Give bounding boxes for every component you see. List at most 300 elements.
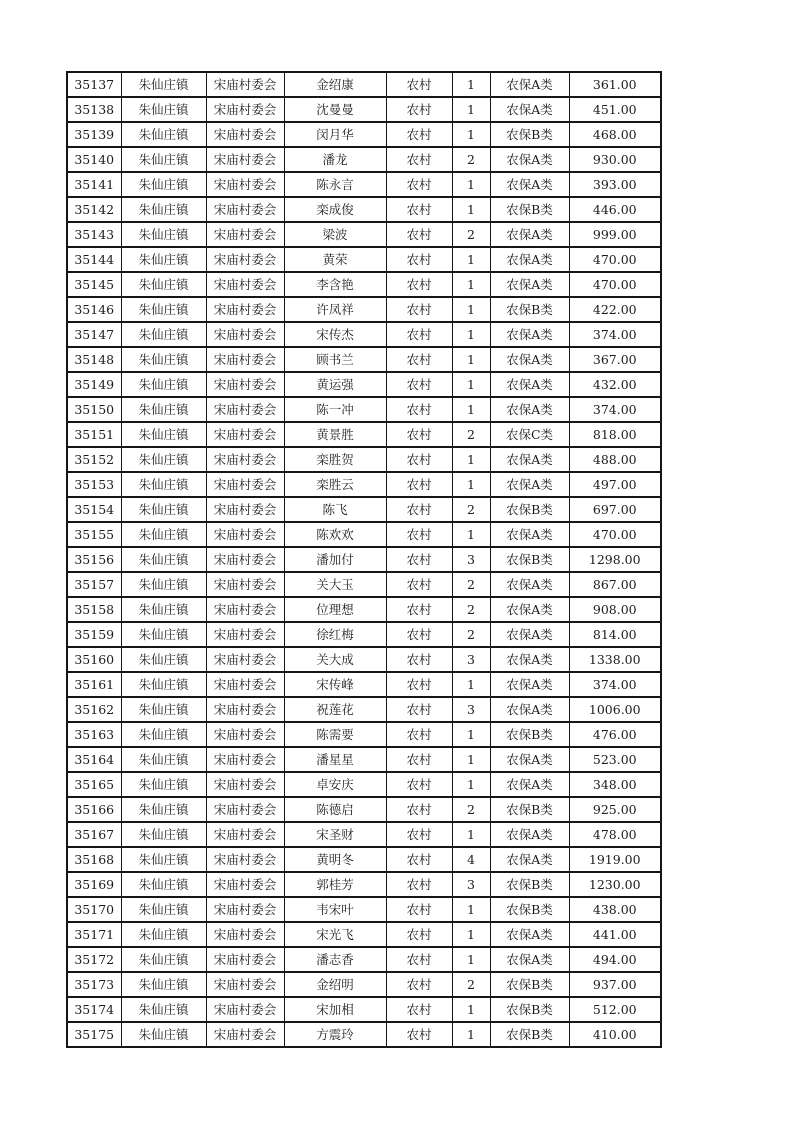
cell-area_type: 农村 [386, 547, 452, 572]
cell-count: 3 [452, 547, 490, 572]
cell-amount: 818.00 [569, 422, 661, 447]
table-row [67, 197, 661, 222]
cell-area_type: 农村 [386, 422, 452, 447]
cell-area_type: 农村 [386, 897, 452, 922]
cell-name: 宋传峰 [284, 672, 386, 697]
cell-count: 2 [452, 597, 490, 622]
cell-amount: 937.00 [569, 972, 661, 997]
cell-category: 农保B类 [490, 1022, 569, 1047]
cell-town: 朱仙庄镇 [121, 297, 206, 322]
cell-village: 宋庙村委会 [206, 72, 284, 97]
cell-id: 35155 [67, 522, 121, 547]
cell-village: 宋庙村委会 [206, 347, 284, 372]
cell-town: 朱仙庄镇 [121, 772, 206, 797]
cell-id: 35141 [67, 172, 121, 197]
cell-village: 宋庙村委会 [206, 997, 284, 1022]
cell-village: 宋庙村委会 [206, 522, 284, 547]
cell-village: 宋庙村委会 [206, 847, 284, 872]
cell-amount: 470.00 [569, 247, 661, 272]
cell-area_type: 农村 [386, 447, 452, 472]
cell-area_type: 农村 [386, 922, 452, 947]
cell-id: 35160 [67, 647, 121, 672]
cell-count: 3 [452, 647, 490, 672]
table-row [67, 297, 661, 322]
cell-count: 1 [452, 822, 490, 847]
cell-area_type: 农村 [386, 997, 452, 1022]
cell-name: 闵月华 [284, 122, 386, 147]
cell-village: 宋庙村委会 [206, 697, 284, 722]
cell-town: 朱仙庄镇 [121, 797, 206, 822]
cell-count: 1 [452, 247, 490, 272]
cell-category: 农保A类 [490, 372, 569, 397]
cell-count: 1 [452, 297, 490, 322]
cell-village: 宋庙村委会 [206, 322, 284, 347]
cell-amount: 393.00 [569, 172, 661, 197]
cell-amount: 925.00 [569, 797, 661, 822]
cell-id: 35152 [67, 447, 121, 472]
cell-category: 农保A类 [490, 472, 569, 497]
cell-id: 35167 [67, 822, 121, 847]
table-row [67, 772, 661, 797]
table-row [67, 397, 661, 422]
cell-area_type: 农村 [386, 772, 452, 797]
cell-town: 朱仙庄镇 [121, 72, 206, 97]
table-row [67, 522, 661, 547]
table-row [67, 122, 661, 147]
cell-amount: 470.00 [569, 522, 661, 547]
table-row [67, 897, 661, 922]
cell-id: 35142 [67, 197, 121, 222]
cell-name: 栾胜贺 [284, 447, 386, 472]
cell-village: 宋庙村委会 [206, 297, 284, 322]
cell-id: 35139 [67, 122, 121, 147]
cell-count: 1 [452, 772, 490, 797]
cell-category: 农保A类 [490, 922, 569, 947]
table-row [67, 422, 661, 447]
cell-village: 宋庙村委会 [206, 422, 284, 447]
cell-town: 朱仙庄镇 [121, 197, 206, 222]
cell-amount: 497.00 [569, 472, 661, 497]
cell-amount: 470.00 [569, 272, 661, 297]
cell-count: 2 [452, 622, 490, 647]
cell-area_type: 农村 [386, 172, 452, 197]
cell-amount: 999.00 [569, 222, 661, 247]
cell-village: 宋庙村委会 [206, 647, 284, 672]
table-row [67, 872, 661, 897]
cell-count: 1 [452, 272, 490, 297]
cell-name: 宋传杰 [284, 322, 386, 347]
cell-count: 2 [452, 797, 490, 822]
cell-town: 朱仙庄镇 [121, 497, 206, 522]
cell-amount: 451.00 [569, 97, 661, 122]
cell-category: 农保B类 [490, 997, 569, 1022]
cell-village: 宋庙村委会 [206, 622, 284, 647]
cell-area_type: 农村 [386, 622, 452, 647]
cell-town: 朱仙庄镇 [121, 947, 206, 972]
cell-name: 宋圣财 [284, 822, 386, 847]
table-row [67, 347, 661, 372]
cell-area_type: 农村 [386, 222, 452, 247]
cell-amount: 930.00 [569, 147, 661, 172]
cell-town: 朱仙庄镇 [121, 472, 206, 497]
cell-id: 35164 [67, 747, 121, 772]
cell-town: 朱仙庄镇 [121, 572, 206, 597]
cell-area_type: 农村 [386, 1022, 452, 1047]
cell-name: 黄荣 [284, 247, 386, 272]
cell-id: 35138 [67, 97, 121, 122]
table-row [67, 797, 661, 822]
cell-category: 农保B类 [490, 797, 569, 822]
table-row [67, 497, 661, 522]
cell-area_type: 农村 [386, 972, 452, 997]
cell-amount: 348.00 [569, 772, 661, 797]
cell-category: 农保A类 [490, 772, 569, 797]
cell-town: 朱仙庄镇 [121, 447, 206, 472]
cell-name: 栾成俊 [284, 197, 386, 222]
cell-id: 35145 [67, 272, 121, 297]
cell-name: 宋光飞 [284, 922, 386, 947]
cell-village: 宋庙村委会 [206, 172, 284, 197]
cell-village: 宋庙村委会 [206, 672, 284, 697]
cell-area_type: 农村 [386, 872, 452, 897]
cell-id: 35174 [67, 997, 121, 1022]
cell-id: 35172 [67, 947, 121, 972]
cell-name: 黄景胜 [284, 422, 386, 447]
cell-count: 2 [452, 147, 490, 172]
cell-name: 李含艳 [284, 272, 386, 297]
cell-count: 3 [452, 697, 490, 722]
cell-village: 宋庙村委会 [206, 547, 284, 572]
table-row [67, 747, 661, 772]
cell-category: 农保A类 [490, 622, 569, 647]
cell-category: 农保A类 [490, 72, 569, 97]
cell-name: 陈飞 [284, 497, 386, 522]
cell-count: 1 [452, 522, 490, 547]
cell-id: 35146 [67, 297, 121, 322]
table-row [67, 372, 661, 397]
cell-count: 1 [452, 447, 490, 472]
table-row [67, 947, 661, 972]
table-row [67, 222, 661, 247]
cell-village: 宋庙村委会 [206, 597, 284, 622]
cell-town: 朱仙庄镇 [121, 647, 206, 672]
cell-id: 35175 [67, 1022, 121, 1047]
table-row [67, 697, 661, 722]
cell-town: 朱仙庄镇 [121, 1022, 206, 1047]
cell-id: 35153 [67, 472, 121, 497]
cell-count: 1 [452, 1022, 490, 1047]
cell-town: 朱仙庄镇 [121, 272, 206, 297]
cell-area_type: 农村 [386, 472, 452, 497]
cell-count: 3 [452, 872, 490, 897]
cell-category: 农保A类 [490, 172, 569, 197]
cell-area_type: 农村 [386, 522, 452, 547]
cell-count: 4 [452, 847, 490, 872]
cell-town: 朱仙庄镇 [121, 672, 206, 697]
cell-name: 徐红梅 [284, 622, 386, 647]
cell-village: 宋庙村委会 [206, 772, 284, 797]
cell-town: 朱仙庄镇 [121, 897, 206, 922]
cell-category: 农保A类 [490, 322, 569, 347]
cell-area_type: 农村 [386, 747, 452, 772]
table-row [67, 147, 661, 172]
cell-village: 宋庙村委会 [206, 947, 284, 972]
cell-category: 农保C类 [490, 422, 569, 447]
cell-category: 农保A类 [490, 447, 569, 472]
cell-id: 35173 [67, 972, 121, 997]
cell-name: 关大成 [284, 647, 386, 672]
cell-category: 农保B类 [490, 872, 569, 897]
cell-area_type: 农村 [386, 847, 452, 872]
cell-village: 宋庙村委会 [206, 247, 284, 272]
cell-id: 35161 [67, 672, 121, 697]
cell-amount: 478.00 [569, 822, 661, 847]
cell-area_type: 农村 [386, 297, 452, 322]
cell-count: 2 [452, 572, 490, 597]
cell-amount: 1230.00 [569, 872, 661, 897]
cell-town: 朱仙庄镇 [121, 997, 206, 1022]
cell-area_type: 农村 [386, 122, 452, 147]
cell-town: 朱仙庄镇 [121, 747, 206, 772]
cell-count: 1 [452, 97, 490, 122]
cell-id: 35143 [67, 222, 121, 247]
cell-category: 农保A类 [490, 672, 569, 697]
cell-amount: 432.00 [569, 372, 661, 397]
cell-town: 朱仙庄镇 [121, 97, 206, 122]
cell-name: 潘星星 [284, 747, 386, 772]
cell-id: 35156 [67, 547, 121, 572]
cell-category: 农保A类 [490, 147, 569, 172]
cell-category: 农保B类 [490, 197, 569, 222]
cell-count: 1 [452, 897, 490, 922]
table-row [67, 847, 661, 872]
table-row [67, 822, 661, 847]
cell-id: 35144 [67, 247, 121, 272]
cell-amount: 441.00 [569, 922, 661, 947]
cell-area_type: 农村 [386, 372, 452, 397]
table-row [67, 972, 661, 997]
table-row [67, 247, 661, 272]
table-row [67, 572, 661, 597]
cell-amount: 438.00 [569, 897, 661, 922]
cell-area_type: 农村 [386, 197, 452, 222]
cell-town: 朱仙庄镇 [121, 822, 206, 847]
cell-category: 农保A类 [490, 597, 569, 622]
cell-count: 2 [452, 972, 490, 997]
cell-name: 位理想 [284, 597, 386, 622]
cell-name: 宋加相 [284, 997, 386, 1022]
cell-amount: 374.00 [569, 397, 661, 422]
cell-village: 宋庙村委会 [206, 272, 284, 297]
cell-category: 农保A类 [490, 647, 569, 672]
cell-area_type: 农村 [386, 247, 452, 272]
cell-category: 农保B类 [490, 972, 569, 997]
cell-name: 祝莲花 [284, 697, 386, 722]
cell-id: 35165 [67, 772, 121, 797]
cell-village: 宋庙村委会 [206, 1022, 284, 1047]
cell-town: 朱仙庄镇 [121, 722, 206, 747]
cell-id: 35157 [67, 572, 121, 597]
cell-category: 农保B类 [490, 547, 569, 572]
cell-town: 朱仙庄镇 [121, 322, 206, 347]
cell-village: 宋庙村委会 [206, 447, 284, 472]
cell-area_type: 农村 [386, 947, 452, 972]
cell-name: 卓安庆 [284, 772, 386, 797]
cell-category: 农保B类 [490, 497, 569, 522]
table-row [67, 272, 661, 297]
cell-name: 关大玉 [284, 572, 386, 597]
cell-town: 朱仙庄镇 [121, 122, 206, 147]
cell-village: 宋庙村委会 [206, 747, 284, 772]
cell-id: 35137 [67, 72, 121, 97]
cell-village: 宋庙村委会 [206, 122, 284, 147]
cell-area_type: 农村 [386, 697, 452, 722]
cell-village: 宋庙村委会 [206, 872, 284, 897]
cell-town: 朱仙庄镇 [121, 422, 206, 447]
cell-amount: 1338.00 [569, 647, 661, 672]
table-row [67, 672, 661, 697]
cell-area_type: 农村 [386, 347, 452, 372]
cell-town: 朱仙庄镇 [121, 922, 206, 947]
cell-count: 1 [452, 997, 490, 1022]
cell-name: 陈德启 [284, 797, 386, 822]
cell-area_type: 农村 [386, 147, 452, 172]
cell-village: 宋庙村委会 [206, 972, 284, 997]
cell-village: 宋庙村委会 [206, 922, 284, 947]
cell-area_type: 农村 [386, 72, 452, 97]
cell-village: 宋庙村委会 [206, 97, 284, 122]
cell-name: 陈一冲 [284, 397, 386, 422]
cell-id: 35171 [67, 922, 121, 947]
cell-category: 农保A类 [490, 222, 569, 247]
cell-amount: 814.00 [569, 622, 661, 647]
cell-town: 朱仙庄镇 [121, 547, 206, 572]
cell-village: 宋庙村委会 [206, 472, 284, 497]
cell-category: 农保A类 [490, 97, 569, 122]
cell-town: 朱仙庄镇 [121, 372, 206, 397]
cell-amount: 361.00 [569, 72, 661, 97]
cell-amount: 374.00 [569, 672, 661, 697]
cell-name: 方震玲 [284, 1022, 386, 1047]
cell-count: 1 [452, 397, 490, 422]
cell-town: 朱仙庄镇 [121, 972, 206, 997]
cell-count: 1 [452, 922, 490, 947]
cell-id: 35154 [67, 497, 121, 522]
cell-category: 农保A类 [490, 247, 569, 272]
cell-name: 潘龙 [284, 147, 386, 172]
cell-id: 35150 [67, 397, 121, 422]
cell-count: 1 [452, 372, 490, 397]
cell-amount: 908.00 [569, 597, 661, 622]
table-row [67, 1022, 661, 1047]
cell-amount: 488.00 [569, 447, 661, 472]
cell-town: 朱仙庄镇 [121, 397, 206, 422]
table-row [67, 597, 661, 622]
cell-name: 黄明冬 [284, 847, 386, 872]
table-row [67, 72, 661, 97]
cell-name: 梁波 [284, 222, 386, 247]
cell-id: 35151 [67, 422, 121, 447]
cell-amount: 1919.00 [569, 847, 661, 872]
cell-name: 郭桂芳 [284, 872, 386, 897]
cell-count: 2 [452, 222, 490, 247]
table-row [67, 997, 661, 1022]
cell-amount: 374.00 [569, 322, 661, 347]
cell-name: 金绍康 [284, 72, 386, 97]
cell-village: 宋庙村委会 [206, 147, 284, 172]
cell-id: 35140 [67, 147, 121, 172]
cell-area_type: 农村 [386, 272, 452, 297]
cell-amount: 468.00 [569, 122, 661, 147]
cell-town: 朱仙庄镇 [121, 172, 206, 197]
cell-amount: 867.00 [569, 572, 661, 597]
cell-area_type: 农村 [386, 572, 452, 597]
cell-category: 农保A类 [490, 522, 569, 547]
cell-count: 1 [452, 197, 490, 222]
cell-amount: 523.00 [569, 747, 661, 772]
cell-category: 农保A类 [490, 347, 569, 372]
cell-name: 韦宋叶 [284, 897, 386, 922]
cell-town: 朱仙庄镇 [121, 347, 206, 372]
cell-category: 农保B类 [490, 122, 569, 147]
table-row [67, 547, 661, 572]
cell-id: 35149 [67, 372, 121, 397]
cell-category: 农保A类 [490, 847, 569, 872]
cell-village: 宋庙村委会 [206, 497, 284, 522]
cell-amount: 422.00 [569, 297, 661, 322]
table-row [67, 647, 661, 672]
cell-category: 农保B类 [490, 722, 569, 747]
cell-category: 农保A类 [490, 947, 569, 972]
cell-area_type: 农村 [386, 322, 452, 347]
cell-name: 陈欢欢 [284, 522, 386, 547]
cell-amount: 410.00 [569, 1022, 661, 1047]
cell-category: 农保B类 [490, 297, 569, 322]
cell-id: 35158 [67, 597, 121, 622]
table-row [67, 722, 661, 747]
table-row [67, 447, 661, 472]
cell-count: 2 [452, 497, 490, 522]
cell-name: 陈永言 [284, 172, 386, 197]
cell-category: 农保A类 [490, 822, 569, 847]
cell-id: 35168 [67, 847, 121, 872]
cell-amount: 494.00 [569, 947, 661, 972]
cell-name: 栾胜云 [284, 472, 386, 497]
cell-village: 宋庙村委会 [206, 797, 284, 822]
cell-area_type: 农村 [386, 797, 452, 822]
cell-id: 35163 [67, 722, 121, 747]
cell-count: 1 [452, 672, 490, 697]
cell-village: 宋庙村委会 [206, 222, 284, 247]
table-row [67, 622, 661, 647]
cell-town: 朱仙庄镇 [121, 622, 206, 647]
cell-town: 朱仙庄镇 [121, 222, 206, 247]
cell-category: 农保A类 [490, 397, 569, 422]
cell-area_type: 农村 [386, 497, 452, 522]
cell-amount: 1298.00 [569, 547, 661, 572]
cell-village: 宋庙村委会 [206, 572, 284, 597]
cell-town: 朱仙庄镇 [121, 597, 206, 622]
cell-area_type: 农村 [386, 597, 452, 622]
cell-count: 1 [452, 747, 490, 772]
cell-amount: 697.00 [569, 497, 661, 522]
cell-village: 宋庙村委会 [206, 897, 284, 922]
cell-amount: 476.00 [569, 722, 661, 747]
cell-amount: 512.00 [569, 997, 661, 1022]
cell-town: 朱仙庄镇 [121, 872, 206, 897]
cell-amount: 367.00 [569, 347, 661, 372]
cell-name: 金绍明 [284, 972, 386, 997]
